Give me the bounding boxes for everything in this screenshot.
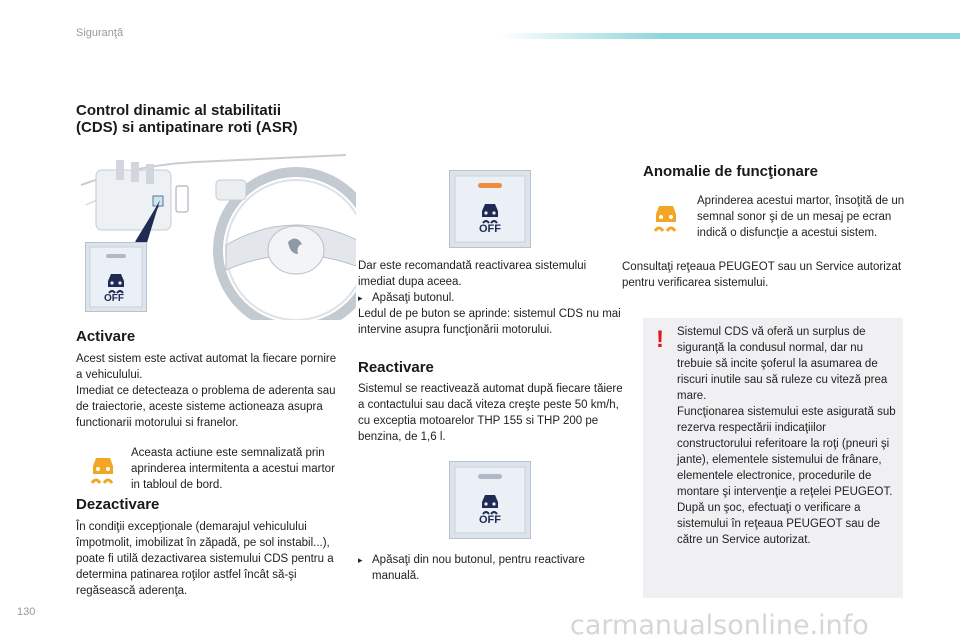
deactivation-bullet: ▸ Apăsaţi butonul.: [358, 292, 455, 304]
reactivation-heading: Reactivare: [358, 359, 434, 376]
activation-p1: Acest sistem este activat automat la fiecare pornire a vehiculului.: [76, 353, 337, 381]
off-label: OFF: [479, 514, 501, 526]
note-p3: După un şoc, efectuaţi o verificare a sistemului în reţeaua PEUGEOT sau de către un Service autorizat.: [677, 502, 881, 546]
skid-warning-icon: [649, 200, 683, 239]
cds-button-led-off: [449, 461, 531, 539]
exclamation-icon: !: [656, 326, 664, 353]
note-text: [677, 324, 899, 548]
note-p2: Funcţionarea sistemului este asigurată sub rezerva respectării indicaţiilor constructorului referitoare la roţi (pneuri şi jante), elementele sistemului de frânare, elementele electronice, procedurile de montare şi intervenţie a reţelei PEUGEOT.: [677, 406, 896, 498]
activation-heading: Activare: [76, 328, 136, 345]
deactivation-continued: [358, 258, 623, 338]
malfunction-indicator-text: Aprinderea acestui martor, însoţită de un semnal sonor şi de un mesaj pe ecran indică o disfuncţie a acestui sistem.: [697, 195, 905, 239]
malfunction-heading: Anomalie de funcţionare: [643, 163, 819, 180]
activation-text: [76, 351, 341, 431]
title-line-2: (CDS) si antipatinare roti (ASR): [76, 119, 298, 136]
deactivation-heading: Dezactivare: [76, 496, 160, 513]
reactivation-p1: Sistemul se reactivează automat după fiecare tăiere a contactului sau dacă viteza creşte peste 50 km/h, cu exceptia motoarelor THP 155 si THP 200 pe benzina, de 1,6 l.: [358, 383, 623, 443]
reactivation-bullet: ▸ Apăsaţi din nou butonul, pentru reactivare manuală.: [358, 554, 585, 582]
malfunction-p1: Consultaţi reţeaua PEUGEOT sau un Service autorizat pentru verificarea sistemului.: [622, 261, 902, 289]
page-number: 130: [17, 606, 36, 618]
cds-button-led-on: [449, 170, 531, 248]
activation-indicator-text: Aceasta actiune este semnalizată prin aprinderea intermitenta a acestui martor in tabloul de bord.: [131, 447, 335, 491]
page-title: [76, 102, 298, 136]
note-p1: Sistemul CDS vă oferă un surplus de siguranţă la condusul normal, dar nu trebuie să incite şoferul la asumarea de riscuri inutile sau să ruleze cu viteză prea mare.: [677, 326, 888, 402]
header-rule: [500, 33, 960, 39]
watermark: carmanualsonline.info: [570, 610, 869, 641]
section-label: Siguranţă: [76, 27, 124, 39]
skid-warning-icon: [86, 452, 120, 491]
title-line-1: Control dinamic al stabilitatii: [76, 102, 282, 119]
bullet-arrow-icon: ▸: [358, 293, 363, 303]
off-label: OFF: [479, 223, 501, 235]
off-label: OFF: [104, 293, 124, 304]
activation-p2: Imediat ce detecteaza o problema de aderenta sau de traiectorie, aceste sisteme actioneaza asupra functionarii motorului si franelor.: [76, 385, 336, 429]
deactivation-p2: Dar este recomandată reactivarea sistemului imediat dupa aceea.: [358, 260, 587, 288]
deactivation-p1: În condiţii excepţionale (demarajul vehiculului împotmolit, imobilizat în zăpadă, pe sol instabil...), poate fi utilă dezactivarea sistemului CDS pentru a determina patinarea roţilor astfel încât să-şi regăsească aderenţa.: [76, 521, 334, 597]
cds-button-closeup: [85, 242, 147, 312]
deactivation-p3: Ledul de pe buton se aprinde: sistemul CDS nu mai intervine asupra funcţionării motorului.: [358, 308, 621, 336]
bullet-arrow-icon: ▸: [358, 555, 363, 565]
